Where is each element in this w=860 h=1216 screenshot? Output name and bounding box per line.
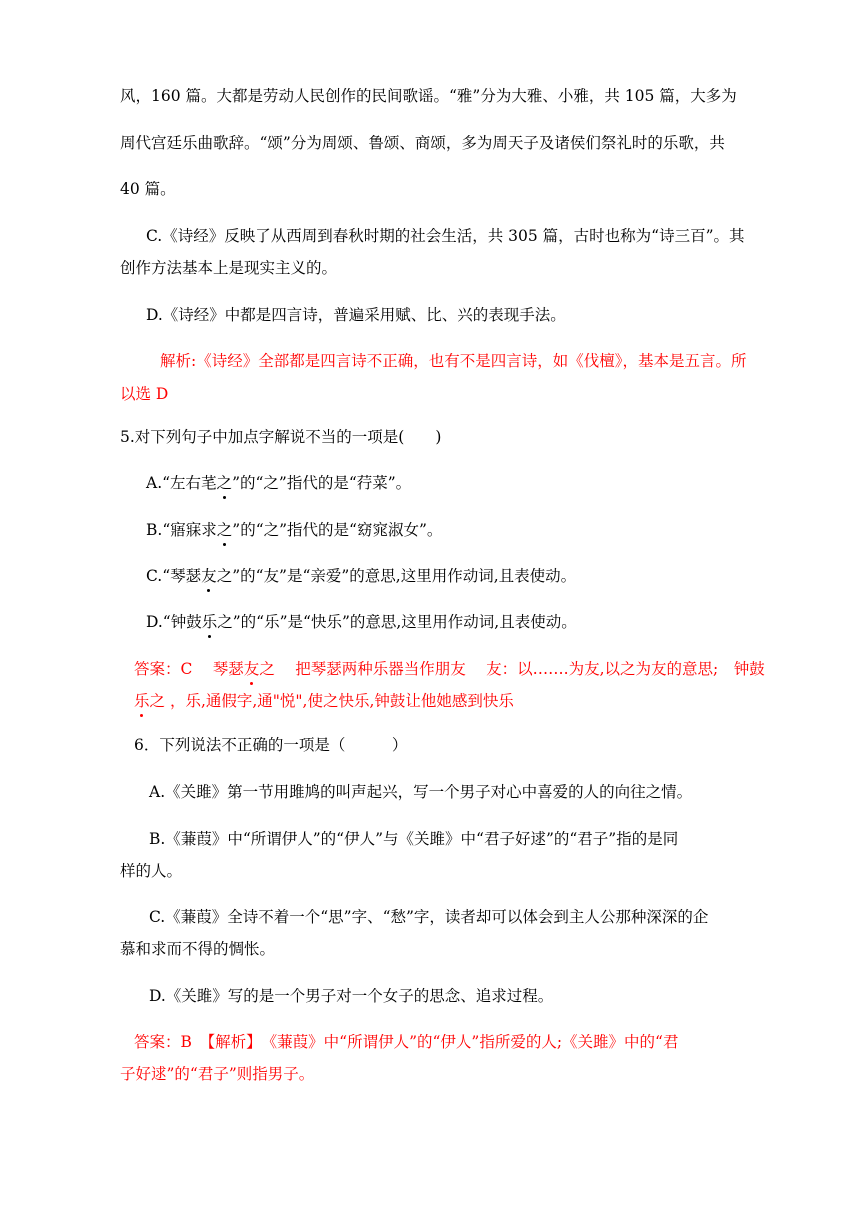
q6-option-a: A.《关雎》第一节用雎鸠的叫声起兴，写一个男子对心中喜爱的人的向往之情。 bbox=[149, 783, 693, 801]
q5-option-b bbox=[146, 520, 442, 540]
dotted-char: 乐 bbox=[201, 613, 218, 631]
q6-stem: 6．下列说法不正确的一项是（ ） bbox=[134, 736, 408, 754]
option-text: B.“寤寐求 bbox=[146, 521, 217, 539]
q4-option-d: D.《诗经》中都是四言诗，普遍采用赋、比、兴的表现手法。 bbox=[146, 306, 566, 324]
q6-option-c-cont: 慕和求而不得的惆怅。 bbox=[120, 940, 276, 958]
dotted-char: 之 bbox=[216, 521, 233, 539]
q4-analysis: 解析:《诗经》全部都是四言诗不正确，也有不是四言诗，如《伐檀》，基本是五言。所 bbox=[160, 352, 747, 370]
answer-text: 之 ，乐,通假字,通"悦",使之快乐,钟鼓让他她感到快乐 bbox=[149, 692, 514, 710]
dotted-char: 友 bbox=[201, 567, 217, 585]
option-text: C.“琴瑟 bbox=[146, 567, 202, 585]
option-text: 之”的“乐”是“快乐”的意思,这里用作动词,且表使动。 bbox=[217, 613, 577, 631]
q5-answer bbox=[134, 659, 765, 679]
q5-stem: 5.对下列句子中加点字解说不当的一项是( ) bbox=[120, 428, 442, 446]
q5-option-c bbox=[146, 566, 576, 586]
dotted-char: 友 bbox=[243, 660, 260, 678]
q6-option-d: D.《关雎》写的是一个男子对一个女子的思念、追求过程。 bbox=[149, 987, 554, 1005]
option-text: D.“钟鼓 bbox=[146, 613, 202, 631]
paragraph-line: 风，160 篇。大都是劳动人民创作的民间歌谣。“雅”分为大雅、小雅，共 105 篇，大多为 bbox=[120, 87, 737, 105]
q4-analysis-cont: 以选 D bbox=[120, 385, 169, 403]
answer-text: 答案：C 琴瑟 bbox=[134, 660, 244, 678]
q6-answer: 答案：B 【解析】 《蒹葭》中“所谓伊人”的“伊人”指所爱的人;《关雎》中的“君 bbox=[134, 1033, 679, 1051]
paragraph-line: 40 篇。 bbox=[120, 180, 176, 198]
option-text: ”的“之”指代的是“窈窕淑女”。 bbox=[232, 521, 443, 539]
option-text: 之”的“友”是“亲爱”的意思,这里用作动词,且表使动。 bbox=[216, 567, 577, 585]
answer-text: 之 把琴瑟两种乐器当作朋友 友：以…….为友,以之为友的意思; 钟鼓 bbox=[259, 660, 765, 678]
paragraph-line: 周代宫廷乐曲歌辞。“颂”分为周颂、鲁颂、商颂，多为周天子及诸侯们祭礼时的乐歌，共 bbox=[120, 134, 725, 152]
q6-option-b: B.《蒹葭》中“所谓伊人”的“伊人”与《关雎》中“君子好逑”的“君子”指的是同 bbox=[149, 830, 679, 848]
q6-option-c: C.《蒹葭》全诗不着一个“思”字、“愁”字，读者却可以体会到主人公那种深深的企 bbox=[149, 908, 709, 926]
q5-option-a bbox=[146, 473, 411, 493]
q5-option-d bbox=[146, 612, 577, 632]
dotted-char: 乐 bbox=[134, 692, 150, 710]
q4-option-c: C.《诗经》反映了从西周到春秋时期的社会生活，共 305 篇，古时也称为“诗三百”。其 bbox=[146, 227, 745, 245]
dotted-char: 之 bbox=[216, 474, 233, 492]
q6-option-b-cont: 样的人。 bbox=[120, 862, 183, 880]
q4-option-c-cont: 创作方法基本上是现实主义的。 bbox=[120, 259, 338, 277]
option-text: ”的“之”指代的是“荇菜”。 bbox=[232, 474, 412, 492]
q6-answer-cont: 子好逑”的“君子”则指男子。 bbox=[120, 1065, 315, 1083]
q5-answer-cont bbox=[134, 691, 514, 711]
option-text: A.“左右芼 bbox=[146, 474, 217, 492]
